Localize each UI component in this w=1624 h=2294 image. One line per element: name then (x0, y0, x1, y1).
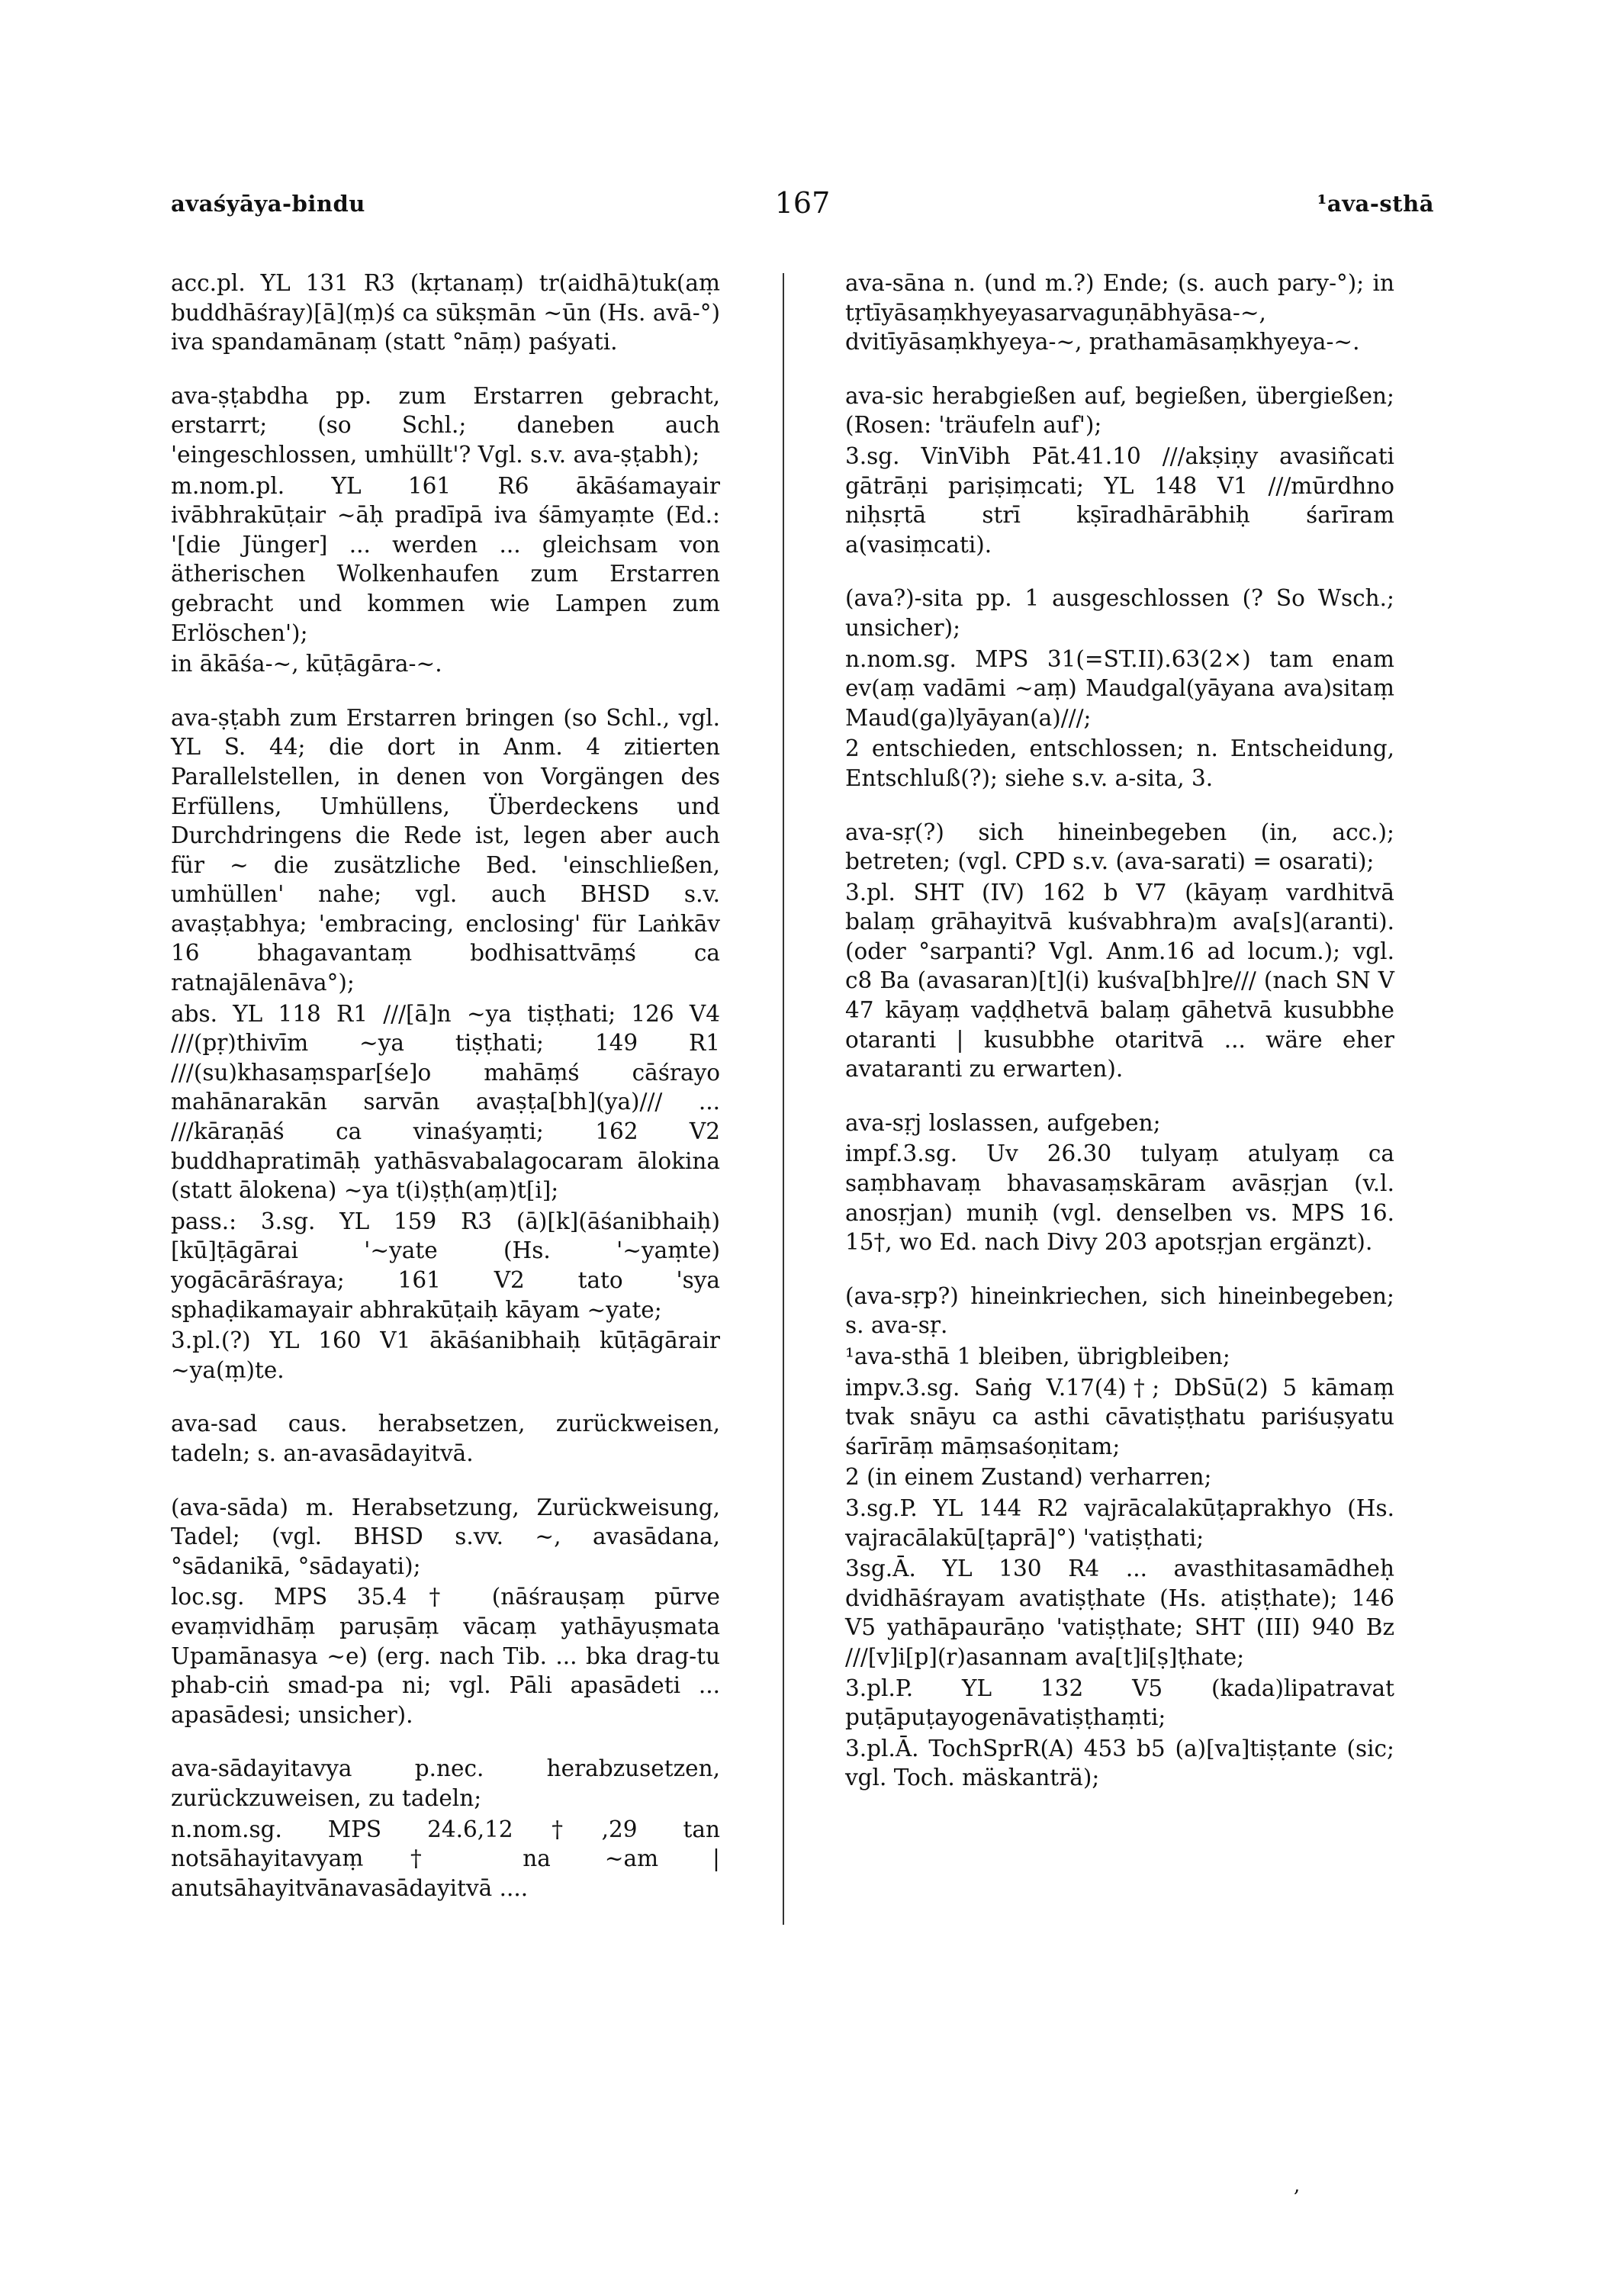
dictionary-entry (171, 1409, 720, 1468)
page-header (171, 186, 1434, 229)
left-column (171, 269, 720, 1927)
dictionary-entry (171, 703, 720, 1385)
entry-paragraph: m.nom.pl. YL 161 R6 ākāśamayair ivābhrakūṭair ~āḥ pradīpā iva śāmyaṃte (Ed.: '[die Jünger] ... werden ... gleichsam von ätherischen Wolkenhaufen zum Erstarren gebracht und kommen wie Lampen zum Erlöschen'); (171, 472, 720, 646)
entry-paragraph: in ākāśa-~, kūṭāgāra-~. (171, 651, 442, 677)
dictionary-entry (845, 818, 1394, 1084)
entry-paragraph: (ava?)-sita pp. 1 ausgeschlossen (? So Wsch.; unsicher); (845, 585, 1394, 641)
header-left-keyword: avaśyāya-bindu (171, 191, 365, 217)
dictionary-entry (845, 269, 1394, 357)
entry-paragraph: ava-sādayitavya p.nec. herabzusetzen, zurückzuweisen, zu tadeln; (171, 1755, 720, 1811)
entry-paragraph: 3.pl.P. YL 132 V5 (kada)lipatravat puṭāpuṭayogenāvatiṣṭhaṃti; (845, 1675, 1394, 1731)
entry-paragraph: 3.sg.P. YL 144 R2 vajrācalakūṭaprakhyo (Hs. vajracālakū[ṭaprā]°) 'vatiṣṭhati; (845, 1494, 1394, 1551)
entry-paragraph: ava-sṛj loslassen, aufgeben; (845, 1109, 1161, 1136)
entry-paragraph: ava-sāna n. (und m.?) Ende; (s. auch pary-°); in tṛtīyāsaṃkhyeyasarvaguṇābhyāsa-~, dvitīyāsaṃkhyeya-~, prathamāsaṃkhyeya-~. (845, 270, 1394, 356)
entry-paragraph: 3.sg. VinVibh Pāt.41.10 ///akṣiṇy avasiñcati gātrāṇi pariṣiṃcati; YL 148 V1 ///mūrdhno niḥsṛtā strī kṣīradhārābhiḥ śarīram a(vasiṃcati). (845, 442, 1394, 558)
entry-paragraph: impf.3.sg. Uv 26.30 tulyaṃ atulyaṃ ca saṃbhavaṃ bhavasaṃskāram avāsṛjan (v.l. anosṛjan) muniḥ (vgl. denselben vs. MPS 16. 15†, wo Ed. nach Divy 203 apotsṛjan ergänzt). (845, 1141, 1394, 1256)
page-number: 167 (774, 186, 831, 220)
entry-paragraph: 3.pl.(?) YL 160 V1 ākāśanibhaiḥ kūṭāgārair ~ya(ṃ)te. (171, 1327, 720, 1383)
dictionary-entry (845, 1108, 1394, 1257)
entry-paragraph: n.nom.sg. MPS 31(=ST.II).63(2×) tam enam ev(aṃ vadāmi ~aṃ) Maudgal(yāyana ava)sitaṃ Maud(ga)lyāyan(a)///; (845, 645, 1394, 731)
entry-paragraph: 3.pl. SHT (IV) 162 b V7 (kāyaṃ vardhitvā balaṃ grāhayitvā kuśvabhra)m ava[s](aranti). (oder °sarpanti? Vgl. Anm.16 ad locum.); vgl. c8 Ba (avasaran)[t](i) kuśva[bh]re/// (nach SN V 47 kāyaṃ vaḍḍhetvā balaṃ gāhetvā kusubbhe otaranti | kusubbhe otaritvā ... wäre eher avataranti zu erwarten). (845, 879, 1394, 1083)
entry-paragraph: acc.pl. YL 131 R3 (kṛtanaṃ) tr(aidhā)tuk(aṃ buddhāśray)[ā](ṃ)ś ca sūkṣmān ~ūn (Hs. avā-°) iva spandamānaṃ (statt °nāṃ) paśyati. (171, 270, 720, 356)
header-right-keyword: ¹ava-sthā (1317, 191, 1434, 217)
stray-mark: , (1294, 2174, 1301, 2197)
entry-paragraph: ava-ṣṭabdha pp. zum Erstarren gebracht, erstarrt; (so Schl.; daneben auch 'eingeschlossen, umhüllt'? Vgl. s.v. ava-ṣṭabh); (171, 382, 720, 468)
entry-paragraph: loc.sg. MPS 35.4† (nāśrauṣaṃ pūrve evaṃvidhāṃ paruṣāṃ vācaṃ yathāyuṣmata Upamānasya ~e) (erg. nach Tib. ... bka drag-tu phab-ciṅ smad-pa ni; vgl. Pāli apasādeti ... apasādesi; unsicher). (171, 1584, 720, 1728)
dictionary-entry (845, 584, 1394, 793)
entry-paragraph: ava-sṛ(?) sich hineinbegeben (in, acc.); betreten; (vgl. CPD s.v. (ava-sarati) = osarati); (845, 819, 1394, 875)
dictionary-entry (171, 1754, 720, 1903)
entry-paragraph: 3sg.Ā. YL 130 R4 ... avasthitasamādheḥ dvidhāśrayam avatiṣṭhate (Hs. atiṣṭhate); 146 V5 yathāpaurāṇo 'vatiṣṭhate; SHT (III) 940 Bz ///[v]i[p](r)asannam ava[t]i[ṣ]ṭhate; (845, 1556, 1394, 1670)
dictionary-entry (845, 381, 1394, 560)
entry-paragraph: pass.: 3.sg. YL 159 R3 (ā)[k](āśanibhaiḥ) [kū]ṭāgārai '~yate (Hs. '~yaṃte) yogācārāśraya; 161 V2 tato 'sya sphaḍikamayair abhrakūṭaiḥ kāyam ~yate; (171, 1208, 720, 1323)
entry-paragraph: (ava-sāda) m. Herabsetzung, Zurückweisung, Tadel; (vgl. BHSD s.vv. ~, avasādana, °sādanikā, °sādayati); (171, 1494, 720, 1579)
entry-paragraph: impv.3.sg. Saṅg V.17(4)†; DbSū(2) 5 kāmaṃ tvak snāyu ca asthi cāvatiṣṭhatu pariśuṣyatu śarīrāṃ māṃsaśoṇitam; (845, 1374, 1394, 1459)
dictionary-entry (845, 1282, 1394, 1793)
entry-paragraph: ava-sic herabgießen auf, begießen, übergießen; (Rosen: 'träufeln auf'); (845, 382, 1394, 439)
entry-paragraph: ava-ṣṭabh zum Erstarren bringen (so Schl., vgl. YL S. 44; die dort in Anm. 4 zitierten Parallelstellen, in denen von Vorgängen des Erfüllens, Umhüllens, Überdeckens und Durchdringens die Rede ist, legen aber auch für ~ die zusätzliche Bed. 'einschließen, umhüllen' nahe; vgl. auch BHSD s.v. avaṣṭabhya; 'embracing, enclosing' für Laṅkāv 16 bhagavantaṃ bodhisattvāṃś ca ratnajālenāva°); (171, 704, 720, 996)
dictionary-entry (171, 269, 720, 357)
dictionary-entry (171, 381, 720, 679)
right-column (845, 269, 1394, 1817)
entry-paragraph: 2 (in einem Zustand) verharren; (845, 1464, 1212, 1491)
entry-paragraph: 2 entschieden, entschlossen; n. Entscheidung, Entschluß(?); siehe s.v. a-sita, 3. (845, 735, 1394, 791)
column-divider (783, 273, 784, 1925)
entry-paragraph: ava-sad caus. herabsetzen, zurückweisen, tadeln; s. an-avasādayitvā. (171, 1411, 720, 1466)
entry-paragraph: ¹ava-sthā 1 bleiben, übrigbleiben; (845, 1343, 1230, 1369)
dictionary-entry (171, 1493, 720, 1730)
entry-paragraph: (ava-sṛp?) hineinkriechen, sich hineinbegeben; s. ava-sṛ. (845, 1282, 1394, 1339)
entry-paragraph: 3.pl.Ā. TochSprR(A) 453 b5 (a)[va]tiṣṭante (sic; vgl. Toch. mäskanträ); (845, 1735, 1394, 1791)
entry-paragraph: abs. YL 118 R1 ///[ā]n ~ya tiṣṭhati; 126 V4 ///(pṛ)thivīm ~ya tiṣṭhati; 149 R1 ///(su)khasaṃspar[śe]o mahāṃś cāśrayo mahānarakān sarvān avaṣṭa[bh](ya)/// ... ///kāraṇāś ca vinaśyaṃti; 162 V2 buddhapratimāḥ yathāsvabalagocaram ālokina (statt ālokena) ~ya t(i)ṣṭh(aṃ)t[i]; (171, 1000, 720, 1204)
entry-paragraph: n.nom.sg. MPS 24.6,12†,29 tan notsāhayitavyaṃ† na ~am | anutsāhayitvānavasādayitvā .... (171, 1816, 720, 1901)
